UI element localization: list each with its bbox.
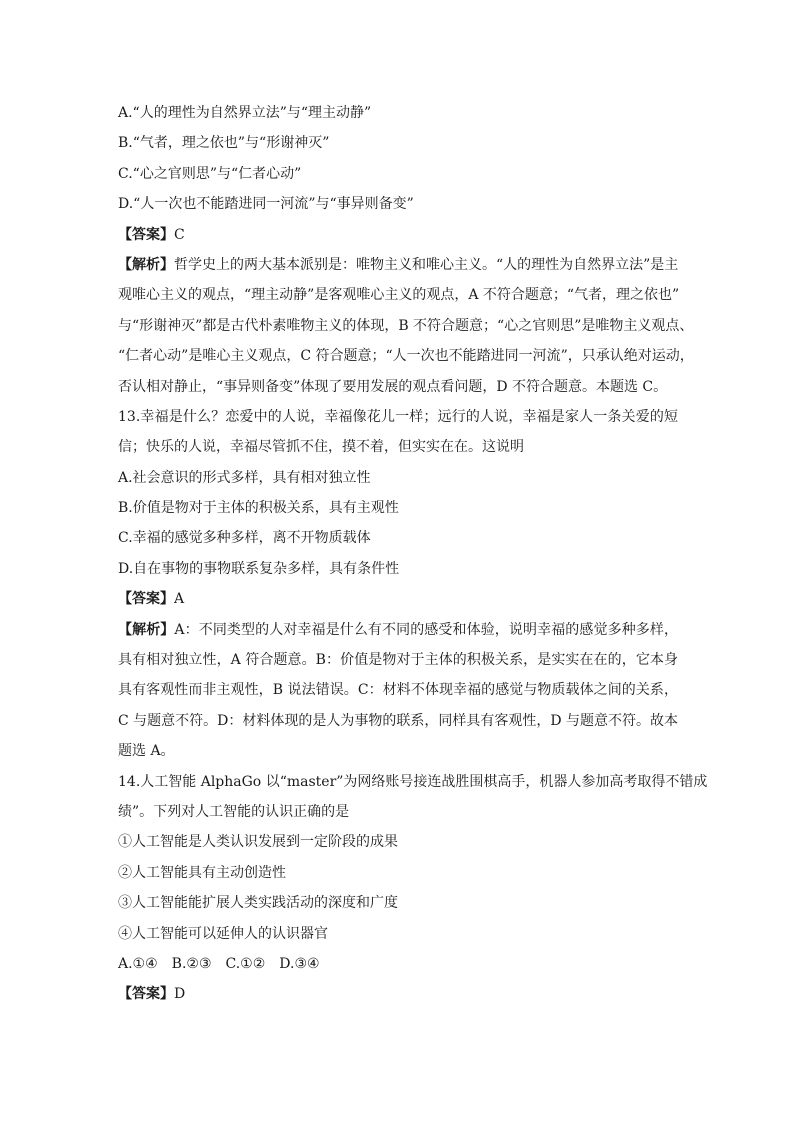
q13-option-a: A.社会意识的形式多样，具有相对独立性 bbox=[118, 469, 371, 486]
q12-answer bbox=[118, 220, 678, 250]
q13-stem-line: 信；快乐的人说，幸福尽管抓不住，摸不着，但实实在在。这说明 bbox=[118, 439, 524, 456]
q12-analysis-line: 观唯心主义的观点，“理主动静”是客观唯心主义的观点，A 不符合题意；“气者，理之依也” bbox=[118, 287, 680, 304]
q12-analysis-line: 【解析】哲学史上的两大基本派别是：唯物主义和唯心主义。“人的理性为自然界立法”是主 bbox=[118, 256, 679, 273]
q12-analysis-line: 否认相对静止，“事异则备变”体现了要用发展的观点看问题，D 不符合题意。本题选 C。 bbox=[118, 378, 668, 395]
q13-option-b: B.价值是物对于主体的积极关系，具有主观性 bbox=[118, 500, 399, 517]
analysis-label: 【解析】 bbox=[118, 621, 175, 638]
q14-item-1: ①人工智能是人类认识发展到一定阶段的成果 bbox=[118, 834, 398, 851]
q13-analysis-line: C 与题意不符。D：材料体现的是人为事物的联系，同样具有客观性，D 与题意不符。故本 bbox=[118, 712, 679, 729]
answer-value: D bbox=[174, 986, 186, 1003]
answer-label: 【答案】 bbox=[118, 986, 174, 1003]
q14-stem-line: 绩”。下列对人工智能的认识正确的是 bbox=[118, 803, 350, 820]
q14-choices: A.①④ B.②③ C.①② D.③④ bbox=[118, 955, 320, 972]
q14-answer bbox=[118, 979, 678, 1009]
q14-stem-line: 14.人工智能 AlphaGo 以“master”为网络账号接连战胜围棋高手，机器人参加高考取得不错成 bbox=[118, 773, 708, 790]
q13-analysis-line: 具有客观性而非主观性，B 说法错误。C：材料不体现幸福的感觉与物质载体之间的关系， bbox=[118, 682, 678, 699]
q13-analysis-line: 题选 A。 bbox=[118, 743, 175, 760]
q13-answer bbox=[118, 584, 678, 614]
q13-analysis-line: 具有相对独立性，A 符合题意。B：价值是物对于主体的积极关系，是实实在在的，它本身 bbox=[118, 652, 678, 669]
q12-analysis-line: “仁者心动”是唯心主义观点，C 符合题意；“人一次也不能踏进同一河流”，只承认绝对运动， bbox=[118, 348, 694, 365]
q12-option-a: A.“人的理性为自然界立法”与“理主动静” bbox=[118, 105, 372, 121]
answer-label: 【答案】 bbox=[118, 591, 174, 608]
q13-option-d: D.自在事物的事物联系复杂多样，具有条件性 bbox=[118, 560, 400, 577]
answer-value: A bbox=[174, 591, 185, 608]
q13-stem-line: 13.幸福是什么？恋爱中的人说，幸福像花儿一样；远行的人说，幸福是家人一条关爱的短 bbox=[118, 408, 678, 425]
q14-item-4: ④人工智能可以延伸人的认识器官 bbox=[118, 925, 328, 942]
q14-item-3: ③人工智能能扩展人类实践活动的深度和广度 bbox=[118, 895, 398, 912]
q13-analysis-line: 【解析】A：不同类型的人对幸福是什么有不同的感受和体验，说明幸福的感觉多种多样， bbox=[118, 621, 679, 638]
answer-label: 【答案】 bbox=[118, 226, 174, 243]
q12-option-c: C.“心之官则思”与“仁者心动” bbox=[118, 165, 302, 182]
answer-value: C bbox=[174, 226, 185, 243]
document-page bbox=[118, 98, 708, 1010]
q13-option-c: C.幸福的感觉多种多样，离不开物质载体 bbox=[118, 530, 371, 547]
q14-item-2: ②人工智能具有主动创造性 bbox=[118, 864, 286, 881]
analysis-label: 【解析】 bbox=[118, 256, 174, 273]
q12-option-b: B.“气者，理之依也”与“形谢神灭” bbox=[118, 135, 330, 152]
q12-analysis-line: 与“形谢神灭”都是古代朴素唯物主义的体现，B 不符合题意；“心之官则思”是唯物主义观点、 bbox=[118, 317, 694, 334]
q12-option-d: D.“人一次也不能踏进同一河流”与“事异则备变” bbox=[118, 196, 414, 213]
